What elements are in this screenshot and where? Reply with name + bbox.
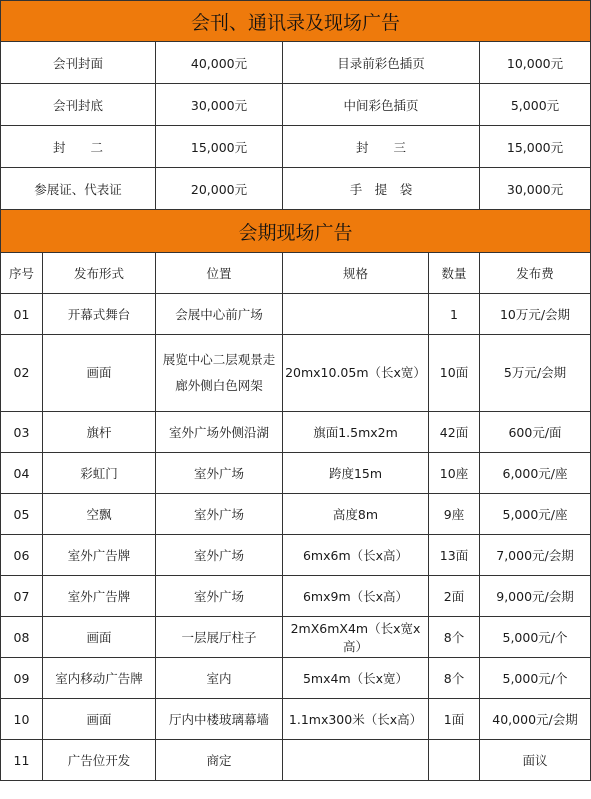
table-row (1, 617, 591, 658)
fee: 7,000元/会期 (480, 535, 591, 576)
section-header-publications (1, 1, 591, 42)
column-header: 位置 (156, 253, 283, 294)
fee: 6,000元/座 (480, 453, 591, 494)
item-price: 5,000元 (480, 84, 591, 126)
location: 室外广场 (156, 453, 283, 494)
fee: 40,000元/会期 (480, 699, 591, 740)
specification: 1.1mx300米（长x高） (283, 699, 429, 740)
item-name: 会刊封面 (1, 42, 156, 84)
location: 室外广场 (156, 535, 283, 576)
location: 商定 (156, 740, 283, 781)
row-number: 07 (1, 576, 43, 617)
fee: 面议 (480, 740, 591, 781)
quantity: 8个 (429, 658, 480, 699)
specification: 6mx9m（长x高） (283, 576, 429, 617)
specification: 旗面1.5mx2m (283, 412, 429, 453)
column-header: 发布形式 (43, 253, 156, 294)
quantity: 10面 (429, 335, 480, 412)
publish-form: 室内移动广告牌 (43, 658, 156, 699)
publication-price-row (1, 168, 591, 210)
item-name: 封 二 (1, 126, 156, 168)
row-number: 01 (1, 294, 43, 335)
table-row (1, 412, 591, 453)
fee: 10万元/会期 (480, 294, 591, 335)
publish-form: 画面 (43, 335, 156, 412)
quantity: 1面 (429, 699, 480, 740)
table-row (1, 576, 591, 617)
item-price: 40,000元 (156, 42, 283, 84)
section-header-onsite (1, 210, 591, 253)
fee: 5,000元/个 (480, 617, 591, 658)
location: 室外广场 (156, 494, 283, 535)
quantity (429, 740, 480, 781)
quantity: 2面 (429, 576, 480, 617)
publish-form: 室外广告牌 (43, 576, 156, 617)
publish-form: 彩虹门 (43, 453, 156, 494)
specification (283, 294, 429, 335)
row-number: 06 (1, 535, 43, 576)
item-name: 封 三 (283, 126, 480, 168)
quantity: 10座 (429, 453, 480, 494)
publication-price-row (1, 42, 591, 84)
row-number: 10 (1, 699, 43, 740)
location: 室外广场 (156, 576, 283, 617)
item-price: 30,000元 (156, 84, 283, 126)
location: 展览中心二层观景走廊外侧白色网架 (156, 335, 283, 412)
item-name: 手 提 袋 (283, 168, 480, 210)
location: 一层展厅柱子 (156, 617, 283, 658)
section-title-onsite: 会期现场广告 (1, 210, 591, 253)
publish-form: 画面 (43, 699, 156, 740)
fee: 9,000元/会期 (480, 576, 591, 617)
quantity: 1 (429, 294, 480, 335)
item-name: 目录前彩色插页 (283, 42, 480, 84)
publication-price-row (1, 84, 591, 126)
item-price: 20,000元 (156, 168, 283, 210)
item-name: 中间彩色插页 (283, 84, 480, 126)
publication-price-row (1, 126, 591, 168)
item-price: 15,000元 (156, 126, 283, 168)
item-name: 会刊封底 (1, 84, 156, 126)
column-header: 序号 (1, 253, 43, 294)
table-row (1, 658, 591, 699)
row-number: 11 (1, 740, 43, 781)
column-header: 数量 (429, 253, 480, 294)
specification: 2mX6mX4m（长x宽x高） (283, 617, 429, 658)
quantity: 42面 (429, 412, 480, 453)
fee: 5万元/会期 (480, 335, 591, 412)
item-price: 15,000元 (480, 126, 591, 168)
fee: 5,000元/个 (480, 658, 591, 699)
row-number: 08 (1, 617, 43, 658)
specification: 跨度15m (283, 453, 429, 494)
table-row (1, 699, 591, 740)
location: 厅内中楼玻璃幕墙 (156, 699, 283, 740)
specification: 6mx6m（长x高） (283, 535, 429, 576)
row-number: 09 (1, 658, 43, 699)
row-number: 04 (1, 453, 43, 494)
publish-form: 广告位开发 (43, 740, 156, 781)
specification: 20mx10.05m（长x宽） (283, 335, 429, 412)
column-header: 发布费 (480, 253, 591, 294)
location: 室外广场外侧沿湖 (156, 412, 283, 453)
table-row (1, 453, 591, 494)
item-name: 参展证、代表证 (1, 168, 156, 210)
publish-form: 室外广告牌 (43, 535, 156, 576)
publish-form: 空飘 (43, 494, 156, 535)
publish-form: 旗杆 (43, 412, 156, 453)
fee: 5,000元/座 (480, 494, 591, 535)
fee: 600元/面 (480, 412, 591, 453)
quantity: 9座 (429, 494, 480, 535)
specification: 5mx4m（长x宽） (283, 658, 429, 699)
row-number: 03 (1, 412, 43, 453)
specification (283, 740, 429, 781)
row-number: 02 (1, 335, 43, 412)
item-price: 30,000元 (480, 168, 591, 210)
quantity: 13面 (429, 535, 480, 576)
table-row (1, 740, 591, 781)
quantity: 8个 (429, 617, 480, 658)
column-header: 规格 (283, 253, 429, 294)
item-price: 10,000元 (480, 42, 591, 84)
publish-form: 画面 (43, 617, 156, 658)
publish-form: 开幕式舞台 (43, 294, 156, 335)
table-row (1, 494, 591, 535)
specification: 高度8m (283, 494, 429, 535)
table-row (1, 335, 591, 412)
location: 会展中心前广场 (156, 294, 283, 335)
table-row (1, 294, 591, 335)
table-row (1, 535, 591, 576)
column-header-row (1, 253, 591, 294)
location: 室内 (156, 658, 283, 699)
section-title-publications: 会刊、通讯录及现场广告 (1, 1, 591, 42)
row-number: 05 (1, 494, 43, 535)
